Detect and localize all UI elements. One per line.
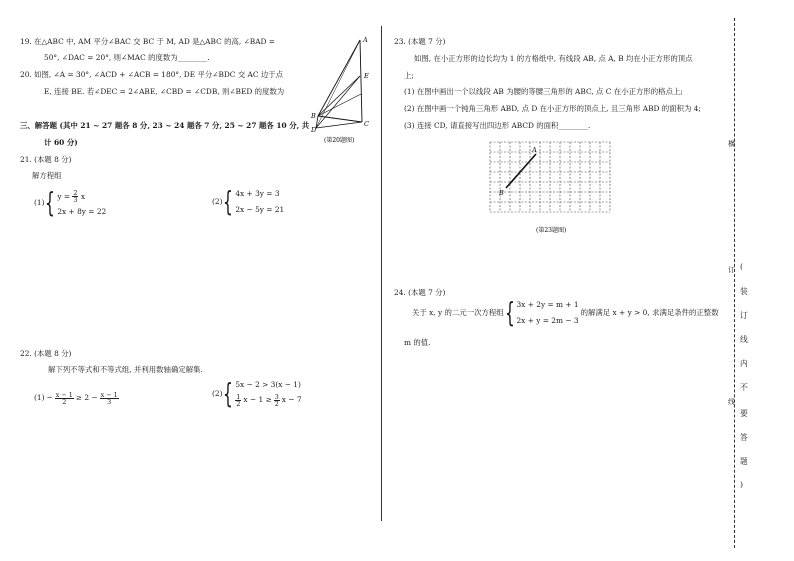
binding-dashed-line <box>734 18 735 548</box>
q23-line2: 上; <box>404 71 414 80</box>
q23-figure-caption: (第23题图) <box>536 227 567 234</box>
binding-text-6: 不 <box>740 383 748 392</box>
q23-line1: 如图, 在小正方形的边长均为 1 的方格纸中, 有线段 AB, 点 A, B 均在小正方形的顶点 <box>414 54 693 63</box>
section3-line2: 计 60 分) <box>44 138 78 147</box>
q21-system-2: (2) { 4x + 3y = 3 2x − 5y = 21 <box>212 185 285 219</box>
q21-p2-eq1: 4x + 3y = 3 <box>235 189 280 198</box>
q24-heading: 24. (本题 7 分) <box>394 288 446 297</box>
binding-text-2: 装 <box>740 287 748 296</box>
q20-triangle-figure <box>306 34 378 146</box>
binding-text-1: ( <box>740 262 744 271</box>
binding-text-8: 答 <box>740 433 748 442</box>
binding-text-10: ) <box>740 480 744 489</box>
q23-label-A: A <box>532 146 537 154</box>
q21-p2-label: (2) <box>212 196 223 206</box>
binding-text-7: 要 <box>740 409 748 418</box>
binding-text-9: 题 <box>740 457 748 466</box>
q22-instruction: 解下列不等式和不等式组, 并利用数轴确定解集. <box>48 365 203 374</box>
q23-label-B: B <box>499 189 504 197</box>
q23-item2: (2) 在图中画一个钝角三角形 ABD, 点 D 在小正方形的顶点上, 且三角形 ABD 的面积为 4; <box>404 104 701 113</box>
q23-item1: (1) 在图中画出一个以线段 AB 为腰的等腰三角形的 ABC, 点 C 在小正方形的格点上; <box>404 87 683 96</box>
q21-system-1: (1) { y = $\frac{2}{3}$ x 2x + 8y = 22 <box>34 186 107 220</box>
q20-label-B: B <box>311 112 316 120</box>
q21-p1-label: (1) <box>34 197 45 207</box>
q23-heading: 23. (本题 7 分) <box>394 37 446 46</box>
q21-p1-eq1-pre: y = <box>57 191 71 201</box>
q24-line2: m 的值. <box>404 338 431 347</box>
q21-instruction: 解方程组 <box>32 171 62 180</box>
binding-mark-1: 横 <box>728 140 735 148</box>
q24-statement: 关于 x, y 的二元一次方程组 { 3x + 2y = m + 1 2x + y = 2m − 3 的解满足 x + y > 0, 求满足条件的正整数 <box>412 296 719 330</box>
column-divider <box>381 26 382 521</box>
q24-eq2: 2x + y = 2m − 3 <box>516 315 579 325</box>
q22-p2-eq1: 5x − 2 > 3(x − 1) <box>235 380 301 389</box>
q23-grid-figure <box>488 140 618 238</box>
binding-text-4: 线 <box>740 335 748 344</box>
q21-heading: 21. (本题 8 分) <box>20 155 72 164</box>
q19-line2: 50°, ∠DAC = 20°, 则∠MAC 的度数为________. <box>44 53 210 62</box>
q21-p1-eq2: 2x + 8y = 22 <box>57 206 107 216</box>
q19-line1: 19. 在△ABC 中, AM 平分∠BAC 交 BC 于 M, AD 是△ABC 的高, ∠BAD = <box>20 37 275 46</box>
q23-segment-ab <box>506 154 536 188</box>
q21-p2-eq2: 2x − 5y = 21 <box>235 204 285 214</box>
q20-label-E: E <box>364 72 369 80</box>
q20-label-D: D <box>311 126 317 134</box>
q20-label-C: C <box>364 120 369 128</box>
binding-mark-3: 线 <box>728 398 735 406</box>
q22-inequality-1: (1) − $\frac{x - 1}{2}$ ≥ 2 − $\frac{x - 1}{3}$ <box>34 391 118 407</box>
q20-figure-caption: (第20题图) <box>324 137 355 144</box>
section3-line1: 三、解答题 (其中 21 ~ 27 题各 8 分, 23 ~ 24 题各 7 分, 25 ~ 27 题各 10 分, 共 <box>20 121 310 130</box>
q23-item3: (3) 连接 CD, 请直接写出四边形 ABCD 的面积________. <box>404 121 591 130</box>
q20-label-A: A <box>363 36 368 44</box>
binding-mark-2: 订 <box>728 266 735 274</box>
q24-eq1: 3x + 2y = m + 1 <box>516 300 579 309</box>
q20-line2: E, 连接 BE. 若∠DEC = 2∠ABE, ∠CBD = ∠CDB, 则∠BED 的度数为 <box>44 87 285 96</box>
q22-heading: 22. (本题 8 分) <box>20 349 72 358</box>
q20-line1: 20. 如图, ∠A = 30°, ∠ACD + ∠ACB = 180°, DE 平分∠BDC 交 AC 边于点 <box>20 70 284 79</box>
q22-system-2: (2) { 5x − 2 > 3(x − 1) $\frac{1}{2}$ x − 1 ≥ $\frac{3}{2}$ x − 7 <box>212 377 302 411</box>
binding-text-3: 订 <box>740 311 748 320</box>
binding-text-5: 内 <box>740 359 748 368</box>
